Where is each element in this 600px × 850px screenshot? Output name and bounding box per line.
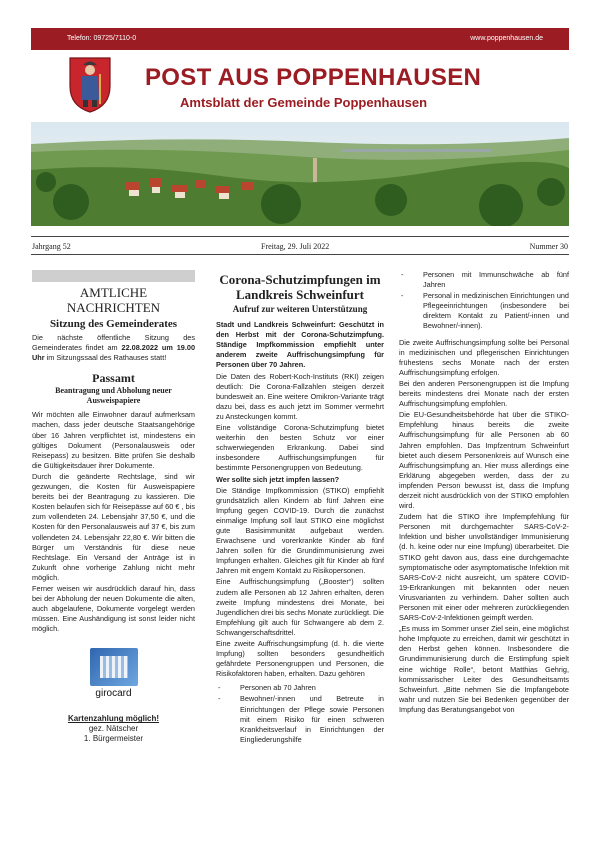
article-question: Wer sollte sich jetzt impfen lassen?	[216, 474, 340, 484]
header-bar	[31, 28, 569, 50]
divider-bottom	[31, 254, 569, 255]
list-item: - Personen mit Immunschwäche ab fünf Jahren	[399, 270, 569, 290]
issue-number: Nummer 30	[529, 242, 568, 251]
passport-paragraph-2: Durch die geänderte Rechtslage, sind wir gezwungen, die Kosten für Ausweispapiere bereits bei der Beantragung zu kassieren. Die Kosten belaufen sich für Reisepässe auf 60 € , bis zum vollendeten 24. Lebensjahr 37,50 €, und die Kosten für den Personalausweis auf 37 €, bis zum vollendeten 24. Lebensjahr 22,80 €. Wir bitten die Bürger um Verständnis für diese neue Rechtslage. Ein Versand der Anträge ist in Zukunft ohne vorherige Zahlung nicht mehr möglich.	[32, 471, 195, 582]
article-paragraph-4: Eine Auffrischungsimpfung („Booster“) sollten zudem alle Personen ab 12 Jahren erhalten, deren zweite Impfung mindestens drei Monate, bei Jugendlichen drei bis sechs Monate zurückliegt. Die Empfehlung gilt auch für Schwangere ab dem 2. Schwangerschaftsdrittel.	[216, 577, 384, 637]
article-paragraph-3: Die Ständige Impfkommission (STIKO) empfiehlt grundsätzlich allen Kindern ab fünf Jahren eine Impfung gegen COVID-19. Durch die zunächst einmalige Impfung soll laut STIKO eine möglichst gute Basisimmunität aufgebaut werden. Erwachsene und vorerkrankte Kinder ab fünf Jahren sollen für die Grundimmunisierung zwei Impfungen erhalten. Gleiches gilt für Kinder ab fünf Jahren mit engem Kontakt zu Risikopersonen.	[216, 485, 384, 576]
risk-group-list	[216, 683, 384, 745]
column-official-news	[32, 270, 195, 744]
article-paragraph-10: „Es muss im Sommer unser Ziel sein, eine möglichst hohe Impfquote zu erreichen, damit wir geschützt in den Herbst gehen können. Insbesondere die Grundimmunisierung durch die Erstimpfung spielt eine wichtige Rolle“, betont Matthias Gehrig, kommissarischer Leiter des Gesundheitsamts Schweinfurt. „Bitte nehmen Sie die Impfangebote wahr und nutzen Sie bei Bedenken gegenüber der Impfung das Beratungsangebot von	[399, 624, 569, 714]
article-subtitle: Aufruf zur weiteren Unterstützung	[232, 304, 368, 314]
column-corona-article	[216, 270, 384, 746]
payment-note: Kartenzahlung möglich!	[67, 714, 160, 724]
list-item: - Personen ab 70 Jahren	[216, 683, 384, 693]
article-paragraph-7: Bei den anderen Personengruppen ist die Impfung bereits mindestens drei Monate nach der ersten Auffrischungsimpfung empfohlen.	[399, 378, 569, 409]
card-icon	[90, 648, 138, 686]
meeting-notice: Die nächste öffentliche Sitzung des Gemeinderates findet am 22.08.2022 um 19.00 Uhr im Sitzungssaal des Rathauses statt!	[32, 333, 195, 363]
coat-of-arms-icon	[68, 56, 112, 114]
passport-subheading: Beantragung und Abholung neuer Ausweispapiere	[55, 386, 172, 406]
article-paragraph-9: Zudem hat die STIKO ihre Impfempfehlung für Personen mit durchgemachter SARS-CoV-2-Infektion und bisher unvollständiger Immunisierung (d. h. keine oder nur eine Impfung) überarbeitet. Die STIKO geht davon aus, dass eine durchgemachte symptomatische oder asymptomatische Infektion mit SARS-CoV-2 nicht ausreicht, um spätere COVID-19-Erkrankungen mit bekannten oder neuen Virusvarianten zu verhindern. Daher sollten auch Personen mit einer oder mehreren zurückliegenden SARS-CoV-2-Infektionen geimpft werden.	[399, 512, 569, 623]
passport-paragraph-1: Wir möchten alle Einwohner darauf aufmerksam machen, dass jeder deutsche Staatsangehörige über 16 Jahren verpflichtet ist, mindestens ein gültiges Dokument (Personalausweis oder Reisepass) zu besitzen. Bitte prüfen Sie deshalb die Gültigkeitsdauer ihrer Dokumente.	[32, 410, 195, 470]
passport-paragraph-3: Ferner weisen wir ausdrücklich darauf hin, dass bei der Abholung der neuen Dokumente die alten, auch abgelaufene, Dokumente vorgelegt werden müssen. Eine Aushändigung ist sonst leider nicht möglich.	[32, 583, 195, 634]
girocard-label: girocard	[95, 688, 132, 700]
mayor-title: 1. Bürgermeister	[83, 734, 144, 744]
signature-block	[32, 714, 195, 744]
list-item: - Personal in medizinischen Einrichtungen und Pflegeeinrichtungen (insbesondere bei direktem Kontakt zu Patient/-innen und Bewohner/-innen).	[399, 291, 569, 331]
landscape-photo	[31, 122, 569, 226]
section-bar	[32, 270, 195, 282]
article-paragraph-2: Eine vollständige Corona-Schutzimpfung bietet weiterhin den besten Schutz vor einer schwerwiegenden Erkrankung. Dabei sind insbesondere Auffrischungsimpfungen für bestimmte Personengruppen von Bedeutung.	[216, 423, 384, 473]
passport-office-heading: Passamt	[92, 371, 135, 386]
article-paragraph-1: Die Daten des Robert-Koch-Instituts (RKI) zeigen deutlich: Die Corona-Fallzahlen steigen derzeit bundesweit an. Eine weitere Omikron-Variante trägt dazu bei, dass es auch jetzt im Sommer vermehrt zu Ansteckungen kommt.	[216, 371, 384, 421]
article-paragraph-5: Eine zweite Auffrischungsimpfung (d. h. die vierte Impfung) sollten besonders gesundheitlich gefährdete Personengruppen und Personen, die Risikofaktoren haben, erhalten. Dazu gehören	[216, 639, 384, 679]
girocard-logo	[90, 648, 138, 708]
phone-number: Telefon: 09725/7110-0	[67, 35, 137, 42]
issue-date: Freitag, 29. Juli 2022	[261, 242, 330, 251]
meeting-heading: Sitzung des Gemeinderates	[49, 318, 178, 330]
signed-by: gez. Nätscher	[88, 724, 139, 734]
issue-volume: Jahrgang 52	[32, 242, 71, 251]
list-item: - Bewohner/-innen und Betreute in Einrichtungen der Pflege sowie Personen mit einem Risiko für einen schweren Krankheitsverlauf in Einrichtungen der Eingliederungshilfe	[216, 694, 384, 744]
article-paragraph-8: Die EU-Gesundheitsbehörde hat über die STIKO-Empfehlung hinaus bereits die zweite Auffrischungsimpfung für alle Personen ab 60 Jahren empfohlen. Das Impfzentrum Schweinfurt bietet auch diesem Personenkreis auf Wunsch eine Auffrischungsimpfung an. Hier muss allerdings eine Erklärung abgegeben werden, dass der zu impfenden Person bewusst ist, dass die Impfung derzeit nicht ausdrücklich von der STIKO empfohlen wird.	[399, 410, 569, 511]
article-paragraph-6: Die zweite Auffrischungsimpfung sollte bei Personal in medizinischen und pflegerischen Einrichtungen frühestens sechs Monate nach der ersten Auffrischungsimpfung erfolgen.	[399, 337, 569, 377]
divider-top	[31, 236, 569, 237]
masthead-title: POST AUS POPPENHAUSEN	[145, 64, 482, 91]
article-title: Corona-Schutzimpfungen im Landkreis Schweinfurt	[219, 272, 381, 302]
risk-group-list-continued	[399, 270, 569, 332]
website-link[interactable]: www.poppenhausen.de	[470, 35, 543, 42]
section-heading: AMTLICHE NACHRICHTEN	[66, 285, 161, 315]
masthead-subtitle: Amtsblatt der Gemeinde Poppenhausen	[180, 95, 428, 110]
column-corona-continued	[399, 270, 569, 716]
article-lead: Stadt und Landkreis Schweinfurt: Geschützt in den Herbst mit der Corona-Schutzimpfung. Ständige Impfkommission empfiehlt unter anderem zweite Auffrischungsimpfung für Personen über 70 Jahren.	[216, 320, 384, 370]
